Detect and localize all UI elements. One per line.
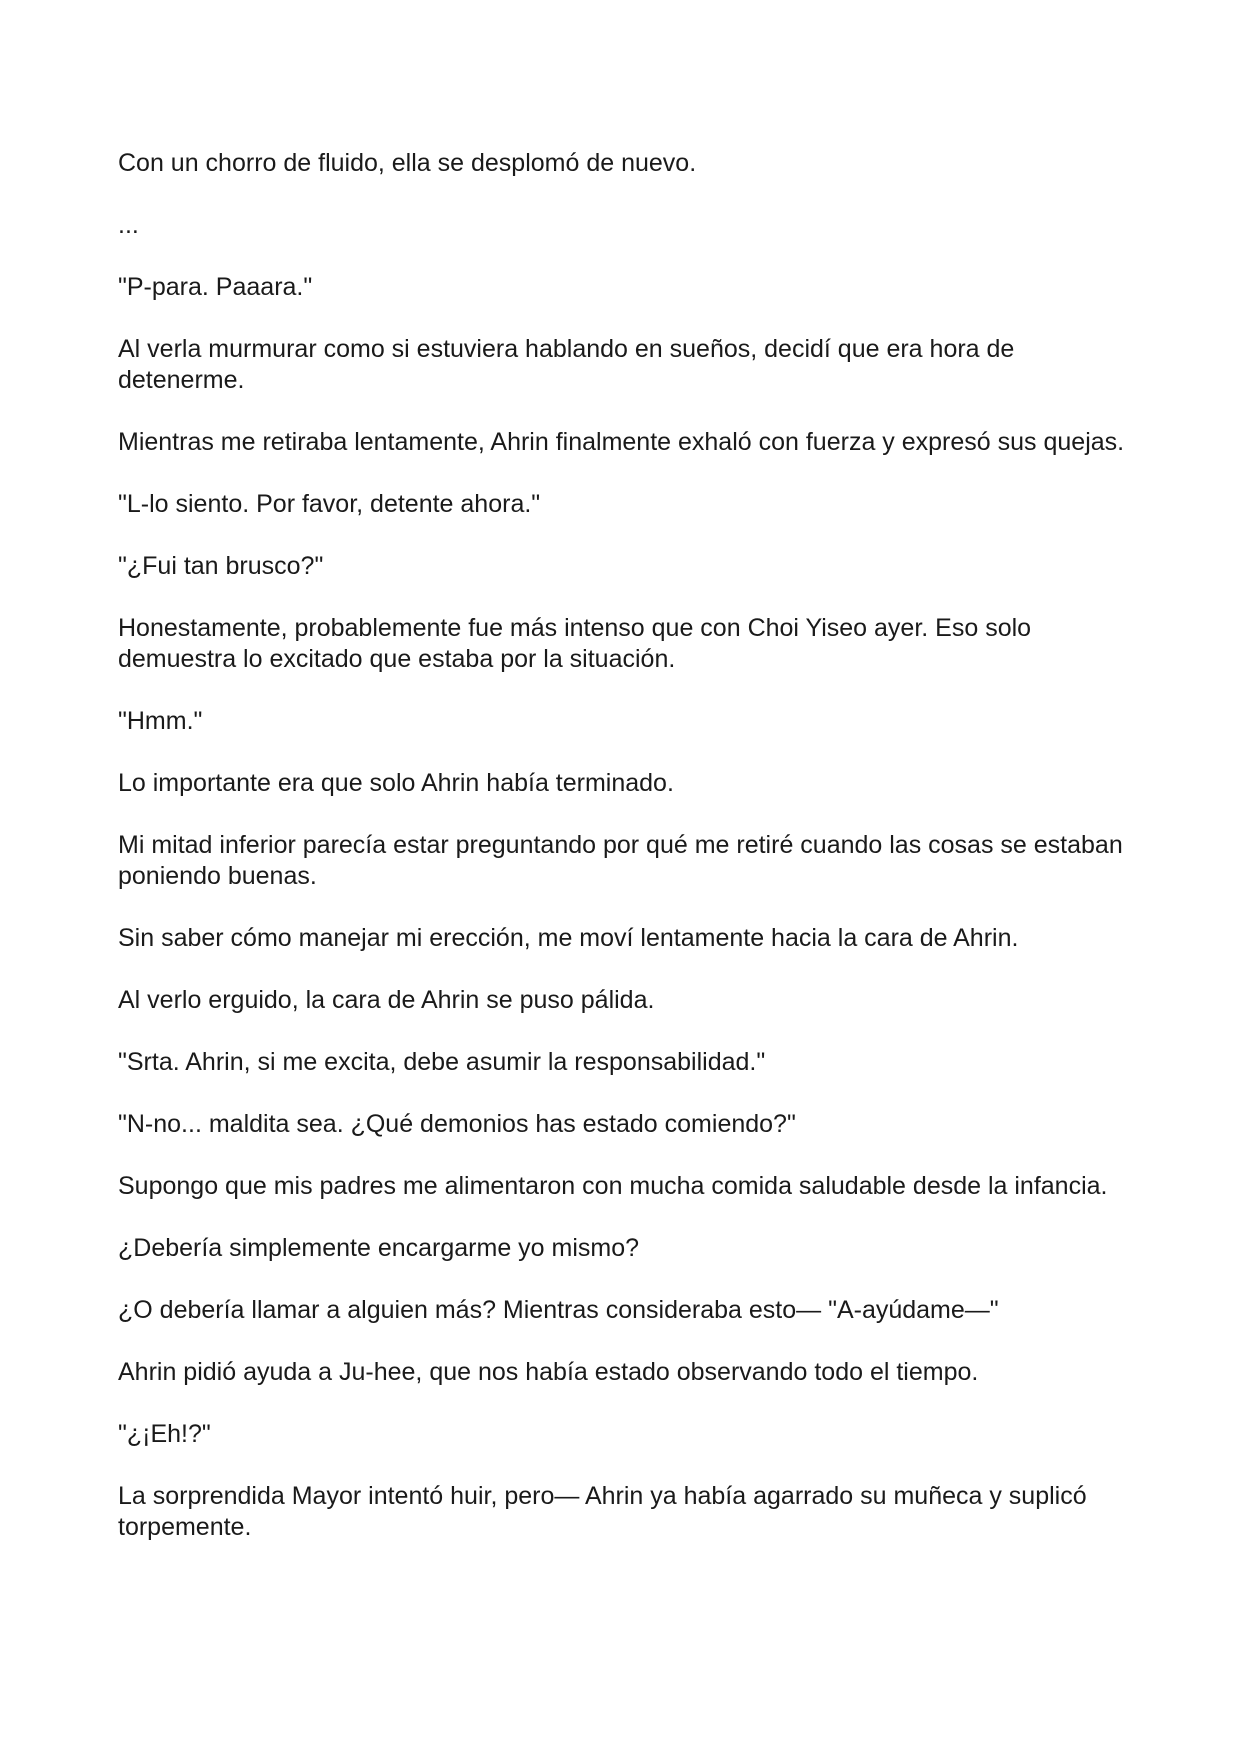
paragraph: "¿¡Eh!?" <box>118 1420 211 1448</box>
paragraph: "¿Fui tan brusco?" <box>118 552 324 580</box>
paragraph: "L-lo siento. Por favor, detente ahora." <box>118 490 541 518</box>
paragraph: ... <box>118 211 139 239</box>
document-body <box>118 148 1128 1574</box>
paragraph: Lo importante era que solo Ahrin había terminado. <box>118 769 674 797</box>
paragraph: Supongo que mis padres me alimentaron con mucha comida saludable desde la infancia. <box>118 1172 1108 1200</box>
paragraph: ¿O debería llamar a alguien más? Mientras consideraba esto— "A-ayúdame—" <box>118 1296 999 1324</box>
paragraph: Mientras me retiraba lentamente, Ahrin finalmente exhaló con fuerza y expresó sus quejas. <box>118 428 1125 456</box>
paragraph: "Hmm." <box>118 707 203 735</box>
paragraph: Al verla murmurar como si estuviera hablando en sueños, decidí que era hora de detenerme. <box>118 335 1015 394</box>
paragraph: La sorprendida Mayor intentó huir, pero— Ahrin ya había agarrado su muñeca y suplicó torpemente. <box>118 1482 1087 1541</box>
paragraph: Sin saber cómo manejar mi erección, me moví lentamente hacia la cara de Ahrin. <box>118 924 1019 952</box>
paragraph: Ahrin pidió ayuda a Ju-hee, que nos había estado observando todo el tiempo. <box>118 1358 979 1386</box>
paragraph: Con un chorro de fluido, ella se desplomó de nuevo. <box>118 149 697 177</box>
paragraph: Al verlo erguido, la cara de Ahrin se puso pálida. <box>118 986 655 1014</box>
paragraph: ¿Debería simplemente encargarme yo mismo? <box>118 1234 640 1262</box>
paragraph: "Srta. Ahrin, si me excita, debe asumir la responsabilidad." <box>118 1048 766 1076</box>
paragraph: "N-no... maldita sea. ¿Qué demonios has estado comiendo?" <box>118 1110 796 1138</box>
paragraph: Honestamente, probablemente fue más intenso que con Choi Yiseo ayer. Eso solo demuestra lo excitado que estaba por la situación. <box>118 614 1032 673</box>
paragraph: "P-para. Paaara." <box>118 273 313 301</box>
paragraph: Mi mitad inferior parecía estar preguntando por qué me retiré cuando las cosas se estaban poniendo buenas. <box>118 831 1123 890</box>
